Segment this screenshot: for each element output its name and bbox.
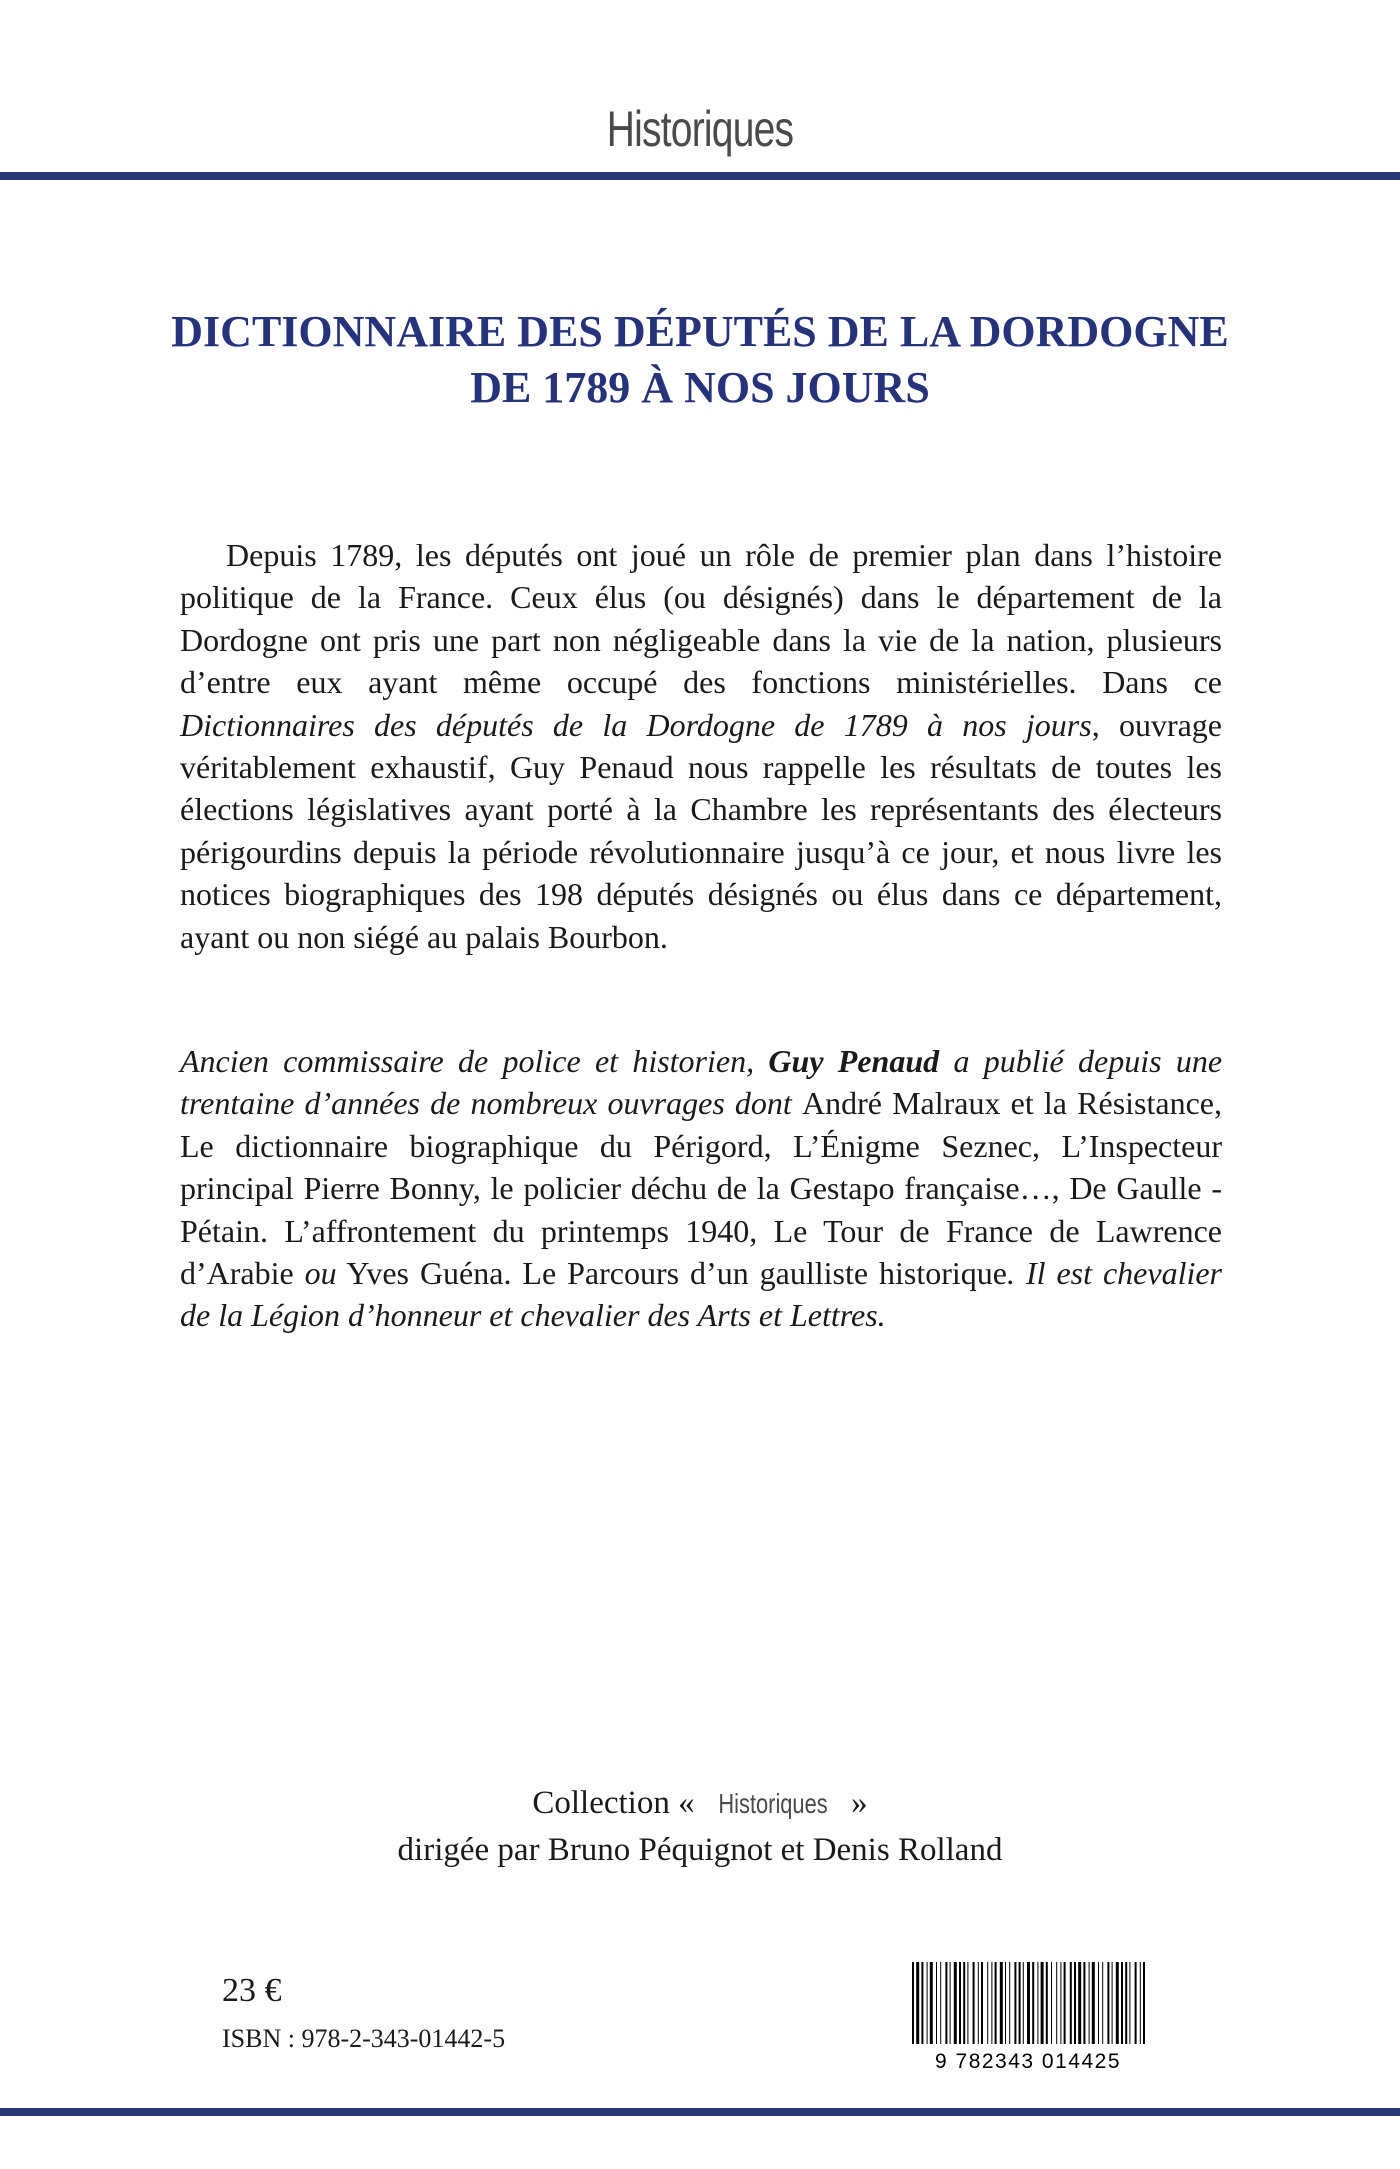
barcode-bar (1023, 1962, 1024, 2044)
price: 23 € (222, 1972, 282, 2009)
barcode-bar (927, 1962, 928, 2044)
barcode-bar (1046, 1962, 1048, 2044)
collection-line (0, 1780, 1400, 1827)
barcode-bar (1019, 1962, 1021, 2044)
bio-last-work: Yves Guéna. Le Parcours d’un gaulliste historique (336, 1255, 1008, 1292)
barcode-bar (921, 1962, 923, 2044)
barcode-bar (1064, 1962, 1066, 2044)
barcode-bar (963, 1962, 965, 2044)
bio-works: André Malraux et la Résistance, Le dictionnaire biographique du Périgord, L’Énigme Seznec, L’Inspecteur principal Pierre Bonny, le policier déchu de la Gestapo française…, De Gaulle - Pétain. L’affrontement du printemps 1940, Le Tour de France de Lawrence d’Arabie (180, 1085, 1223, 1292)
barcode-bar (1112, 1962, 1113, 2044)
isbn: ISBN : 978-2-343-01442-5 (222, 2024, 506, 2053)
barcode-bar (1083, 1962, 1085, 2044)
barcode-bar (1140, 1962, 1141, 2044)
barcode-bar (945, 1962, 947, 2044)
barcode-bar (1102, 1962, 1103, 2044)
summary-paragraph (180, 534, 1222, 958)
barcode-bar (1092, 1962, 1095, 2044)
barcode-bar (1032, 1962, 1034, 2044)
barcode-bar (959, 1962, 961, 2044)
barcode-bar (916, 1962, 919, 2044)
barcode-bar (936, 1962, 937, 2044)
barcode-bar (940, 1962, 941, 2044)
barcode-bar (1129, 1962, 1130, 2044)
summary-part1: Depuis 1789, les députés ont joué un rôle de premier plan dans l’histoire politique de la France. Ceux élus (ou désignés) dans le département de la Dordogne ont pris une part non négligeable dans la vie de la nation, plusieurs d’entre eux ayant même occupé des fonctions ministérielles. Dans ce (180, 537, 1222, 701)
barcode-bar (1098, 1962, 1099, 2044)
book-title (0, 304, 1400, 416)
series-logo: Historiques (606, 101, 794, 157)
barcode-bar (1143, 1962, 1145, 2044)
barcode-bar (950, 1962, 951, 2044)
barcode-bar (1116, 1962, 1119, 2044)
barcode-digits: 9 782343 014425 (935, 2050, 1121, 2072)
barcode-bar (1074, 1962, 1076, 2044)
barcode-bar (912, 1962, 914, 2044)
barcode-icon (898, 1960, 1158, 2072)
bio-ending: . Il est chevalier de la Légion d’honneur et chevalier des Arts et Lettres. (180, 1255, 1223, 1334)
collection-logo: Historiques (718, 1788, 828, 1819)
barcode-bar (1037, 1962, 1038, 2044)
barcode-bar (981, 1962, 983, 2044)
bio-intro2: a publié depuis une trentaine d’années de nombreux ouvrages dont (180, 1043, 1223, 1122)
barcode-bar (1060, 1962, 1061, 2044)
collection-suffix: » (851, 1785, 868, 1821)
book-title-line1: DICTIONNAIRE DES DÉPUTÉS DE LA DORDOGNE (171, 307, 1229, 356)
barcode-bars (912, 1962, 1145, 2044)
barcode-bar (1135, 1962, 1137, 2044)
barcode-bar (1027, 1962, 1030, 2044)
bio-author-name: Guy Penaud (768, 1043, 940, 1079)
barcode-bar (930, 1962, 933, 2044)
barcode-bar (1041, 1962, 1044, 2044)
barcode-bar (1000, 1962, 1003, 2044)
barcode-bar (1089, 1962, 1090, 2044)
top-rule (0, 172, 1400, 180)
barcode-bar (1051, 1962, 1052, 2044)
barcode-bar (1078, 1962, 1081, 2044)
barcode-bar (1009, 1962, 1010, 2044)
collection-info (0, 1780, 1400, 1874)
barcode-bar (995, 1962, 997, 2044)
collection-prefix: Collection « (532, 1785, 695, 1821)
barcode-bar (1121, 1962, 1123, 2044)
summary-part2: , ouvrage véritablement exhaustif, Guy Penaud nous rappelle les résultats de toutes les élections législatives ayant porté à la Chambre les représentants des électeurs périgourdins depuis la période révolutionnaire jusqu’à ce jour, et nous livre les notices biographiques des 198 députés désignés ou élus dans ce département, ayant ou non siégé au palais Bourbon. (180, 706, 1223, 955)
barcode-bar (967, 1962, 968, 2044)
author-bio-paragraph (180, 1040, 1222, 1337)
barcode-bar (1070, 1962, 1072, 2044)
bio-intro: Ancien commissaire de police et historien, (180, 1043, 769, 1079)
collection-directors: dirigée par Bruno Péquignot et Denis Rolland (397, 1832, 1003, 1868)
bottom-rule (0, 2108, 1400, 2116)
barcode-bar (1125, 1962, 1127, 2044)
barcode-bar (1014, 1962, 1016, 2044)
book-title-line2: DE 1789 À NOS JOURS (470, 363, 930, 412)
barcode-bar (1005, 1962, 1006, 2044)
barcode-bar (1056, 1962, 1057, 2044)
barcode-bar (978, 1962, 979, 2044)
bio-connector: ou (304, 1255, 337, 1292)
summary-book-title: Dictionnaires des députés de la Dordogne de 1789 à nos jours (180, 706, 1092, 743)
barcode-bar (987, 1962, 988, 2044)
barcode-bar (1107, 1962, 1109, 2044)
barcode-bar (973, 1962, 975, 2044)
barcode-bar (954, 1962, 957, 2044)
barcode-bar (991, 1962, 992, 2044)
